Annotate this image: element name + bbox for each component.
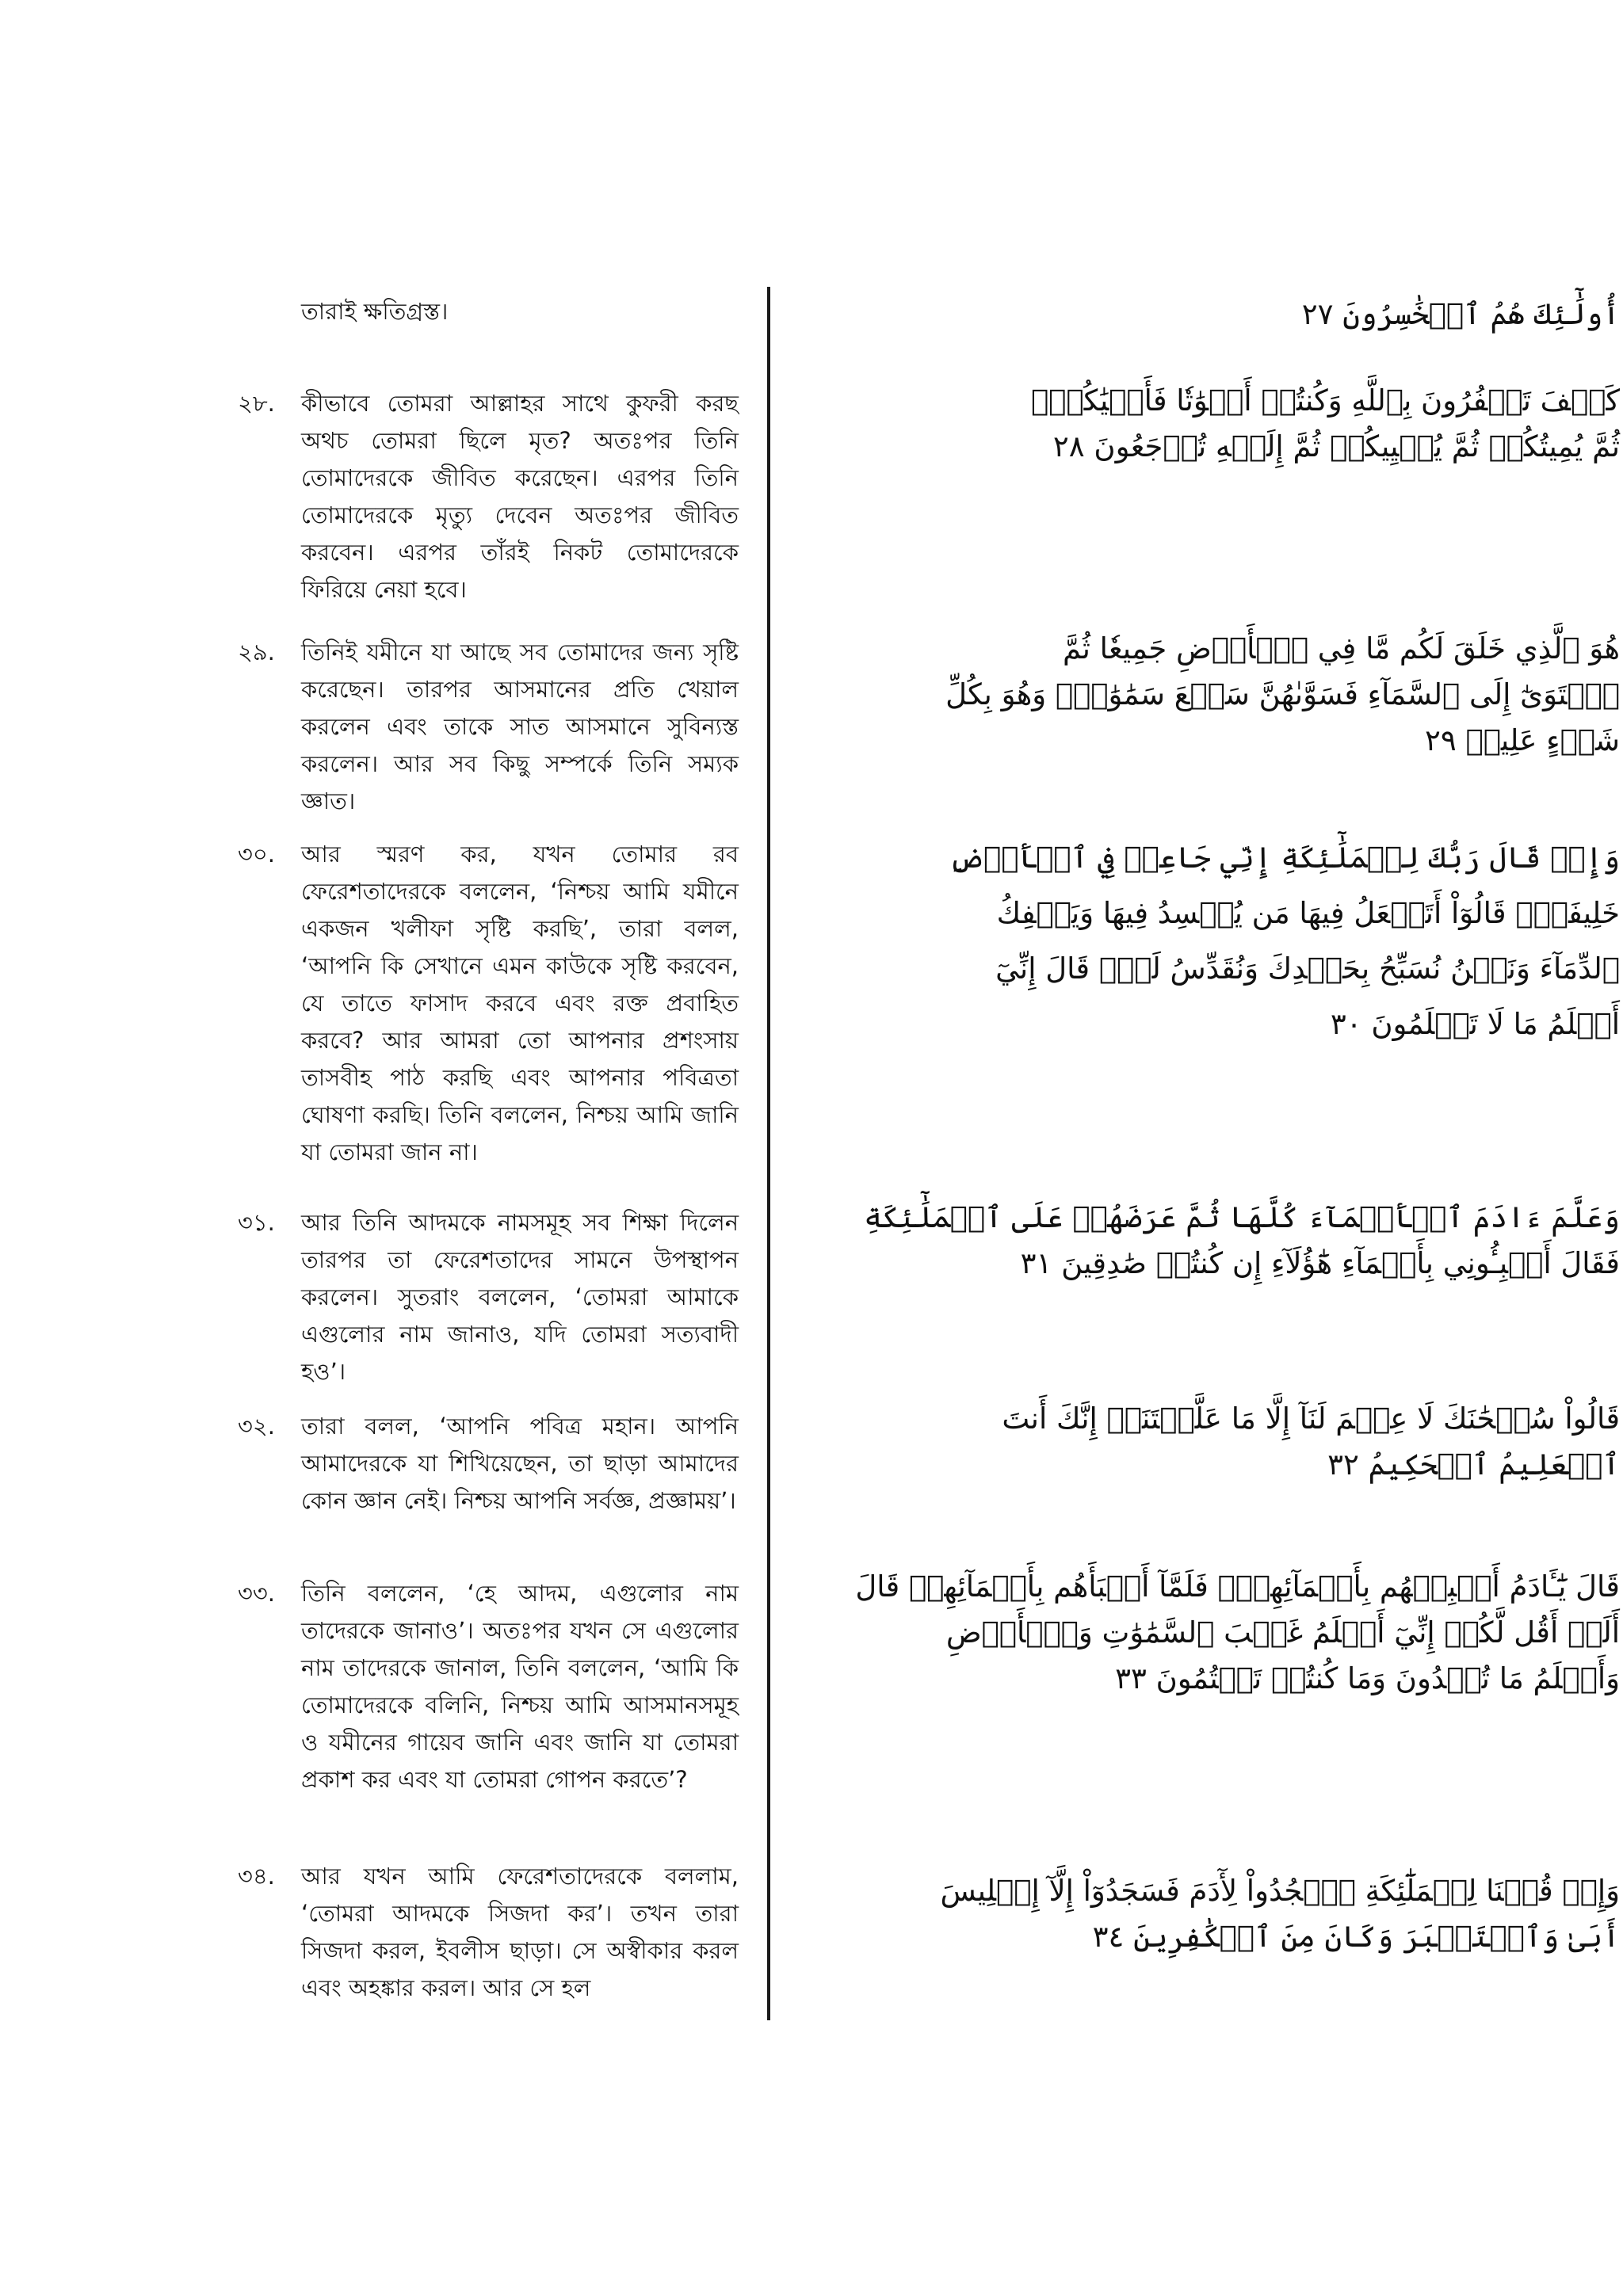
- column-divider: [767, 287, 770, 2020]
- arabic-line: هُوَ ٱلَّذِي خَلَقَ لَكُم مَّا فِي ٱلۡأَرۡضِ جَمِيعٗا ثُمَّ: [1063, 631, 1620, 666]
- arabic-line: فَقَالَ أَنۢبِـُٔونِي بِأَسۡمَآءِ هَٰٓؤُلَآءِ إِن كُنتُمۡ صَٰدِقِينَ ٣١: [1020, 1246, 1620, 1280]
- verse-number: ২৯.: [238, 639, 275, 666]
- arabic-line: ٱلدِّمَآءَ وَنَحۡنُ نُسَبِّحُ بِحَمۡدِكَ وَنُقَدِّسُ لَكَۖ قَالَ إِنِّيٓ: [995, 952, 1620, 986]
- translation-verse-29: [238, 634, 739, 820]
- arabic-line: ٱسۡتَوَىٰٓ إِلَى ٱلسَّمَآءِ فَسَوَّىٰهُنَّ سَبۡعَ سَمَٰوَٰتٖۚ وَهُوَ بِكُلِّ: [945, 677, 1620, 711]
- arabic-verse-27: [800, 292, 1620, 338]
- verse-number: ৩০.: [238, 841, 275, 868]
- arabic-line: قَالَ يَٰٓـَٔادَمُ أَنۢبِئۡهُم بِأَسۡمَآئِهِمۡۖ فَلَمَّآ أَنۢبَأَهُم بِأَسۡمَآئِهِمۡ قَالَ: [855, 1569, 1620, 1604]
- arabic-verse-29: [800, 626, 1620, 764]
- arabic-line: وَإِذۡ قُلۡنَا لِلۡمَلَٰٓئِكَةِ ٱسۡجُدُواْ لِأٓدَمَ فَسَجَدُوٓاْ إِلَّآ إِبۡلِيسَ: [940, 1874, 1620, 1908]
- translation-text: তারা বলল, ‘আপনি পবিত্র মহান। আপনি আমাদেরকে যা শিখিয়েছেন, তা ছাড়া আমাদের কোন জ্ঞান নেই। নিশ্চয় আপনি সর্বজ্ঞ, প্রজ্ঞাময়’।: [301, 1413, 739, 1514]
- verse-number: ৩৪.: [238, 1863, 275, 1890]
- arabic-verse-28: [800, 378, 1620, 470]
- arabic-line: أَلَمۡ أَقُل لَّكُمۡ إِنِّيٓ أَعۡلَمُ غَيۡبَ ٱلسَّمَٰوَٰتِ وَٱلۡأَرۡضِ: [945, 1615, 1620, 1650]
- arabic-verse-33: [800, 1564, 1620, 1702]
- translation-continuation: [238, 293, 739, 330]
- arabic-line: أَبَىٰ وَٱسۡتَكۡبَرَ وَكَانَ مِنَ ٱلۡكَٰفِرِينَ ٣٤: [1092, 1920, 1620, 1954]
- translation-verse-34: [238, 1858, 739, 2007]
- verse-number: ২৮.: [238, 390, 275, 417]
- arabic-verse-32: [800, 1396, 1620, 1488]
- arabic-verse-34: [800, 1868, 1620, 1960]
- arabic-line: كَيۡفَ تَكۡفُرُونَ بِٱللَّهِ وَكُنتُمۡ أَمۡوَٰتٗا فَأَحۡيَٰكُمۡۖ: [1030, 383, 1620, 418]
- arabic-line: خَلِيفَةٗۖ قَالُوٓاْ أَتَجۡعَلُ فِيهَا مَن يُفۡسِدُ فِيهَا وَيَسۡفِكُ: [996, 896, 1620, 930]
- arabic-line: ثُمَّ يُمِيتُكُمۡ ثُمَّ يُحۡيِيكُمۡ ثُمَّ إِلَيۡهِ تُرۡجَعُونَ ٢٨: [1052, 429, 1620, 463]
- translation-verse-30: [238, 836, 739, 1171]
- translation-verse-32: [238, 1408, 739, 1520]
- translation-text: তিনিই যমীনে যা আছে সব তোমাদের জন্য সৃষ্টি করেছেন। তারপর আসমানের প্রতি খেয়াল করলেন এবং তাকে সাত আসমানে সুবিন্যস্ত করলেন। আর সব কিছু সম্পর্কে তিনি সম্যক জ্ঞাত।: [301, 639, 739, 814]
- translation-verse-33: [238, 1575, 739, 1798]
- arabic-line: قَالُواْ سُبۡحَٰنَكَ لَا عِلۡمَ لَنَآ إِلَّا مَا عَلَّمۡتَنَآۖ إِنَّكَ أَنتَ: [1002, 1402, 1620, 1436]
- translation-verse-28: [238, 385, 739, 608]
- arabic-line: وَعَلَّمَ ءَادَمَ ٱلۡأَسۡمَآءَ كُلَّهَا ثُمَّ عَرَضَهُمۡ عَلَى ٱلۡمَلَٰٓئِكَةِ: [864, 1200, 1620, 1234]
- arabic-line: وَإِذۡ قَالَ رَبُّكَ لِلۡمَلَٰٓئِكَةِ إِنِّي جَاعِلٞ فِي ٱلۡأَرۡضِ: [949, 841, 1620, 875]
- translation-text: আর তিনি আদমকে নামসমূহ সব শিক্ষা দিলেন তারপর তা ফেরেশতাদের সামনে উপস্থাপন করলেন। সুতরাং বললেন, ‘তোমরা আমাকে এগুলোর নাম জানাও, যদি তোমরা সত্যবাদী হও’।: [301, 1209, 739, 1385]
- arabic-line: أَعۡلَمُ مَا لَا تَعۡلَمُونَ ٣٠: [1330, 1007, 1620, 1041]
- translation-verse-31: [238, 1204, 739, 1390]
- verse-number: ৩২.: [238, 1413, 275, 1440]
- translation-text: আর যখন আমি ফেরেশতাদেরকে বললাম, ‘তোমরা আদমকে সিজদা কর’। তখন তারা সিজদা করল, ইবলীস ছাড়া। সে অস্বীকার করল এবং অহঙ্কার করল। আর সে হল: [301, 1863, 739, 2001]
- arabic-line: وَأَعۡلَمُ مَا تُبۡدُونَ وَمَا كُنتُمۡ تَكۡتُمُونَ ٣٣: [1115, 1661, 1620, 1695]
- arabic-line: أُولَٰٓئِكَ هُمُ ٱلۡخَٰسِرُونَ ٢٧: [1301, 297, 1620, 331]
- translation-text: আর স্মরণ কর, যখন তোমার রব ফেরেশতাদেরকে বললেন, ‘নিশ্চয় আমি যমীনে একজন খলীফা সৃষ্টি করছি’, তারা বলল, ‘আপনি কি সেখানে এমন কাউকে সৃষ্টি করবেন, যে তাতে ফাসাদ করবে এবং রক্ত প্রবাহিত করবে? আর আমরা তো আপনার প্রশংসায় তাসবীহ পাঠ করছি এবং আপনার পবিত্রতা ঘোষণা করছি। তিনি বললেন, নিশ্চয় আমি জানি যা তোমরা জান না।: [301, 841, 739, 1165]
- verse-number: ৩১.: [238, 1209, 275, 1236]
- translation-text: তারাই ক্ষতিগ্রস্ত।: [301, 298, 449, 325]
- arabic-verse-30: [800, 830, 1620, 1052]
- arabic-line: شَيۡءٍ عَلِيمٞ ٢٩: [1425, 723, 1620, 757]
- translation-text: কীভাবে তোমরা আল্লাহর সাথে কুফরী করছ অথচ তোমরা ছিলে মৃত? অতঃপর তিনি তোমাদেরকে জীবিত করেছেন। এরপর তিনি তোমাদেরকে মৃত্যু দেবেন অতঃপর জীবিত করবেন। এরপর তাঁরই নিকট তোমাদেরকে ফিরিয়ে নেয়া হবে।: [301, 390, 739, 603]
- translation-text: তিনি বললেন, ‘হে আদম, এগুলোর নাম তাদেরকে জানাও’। অতঃপর যখন সে এগুলোর নাম তাদেরকে জানাল, তিনি বললেন, ‘আমি কি তোমাদেরকে বলিনি, নিশ্চয় আমি আসমানসমূহ ও যমীনের গায়েব জানি এবং জানি যা তোমরা প্রকাশ কর এবং যা তোমরা গোপন করতে’?: [301, 1580, 739, 1793]
- verse-number: ৩৩.: [238, 1580, 275, 1607]
- arabic-line: ٱلۡعَلِيمُ ٱلۡحَكِيمُ ٣٢: [1327, 1447, 1620, 1482]
- arabic-verse-31: [800, 1195, 1620, 1287]
